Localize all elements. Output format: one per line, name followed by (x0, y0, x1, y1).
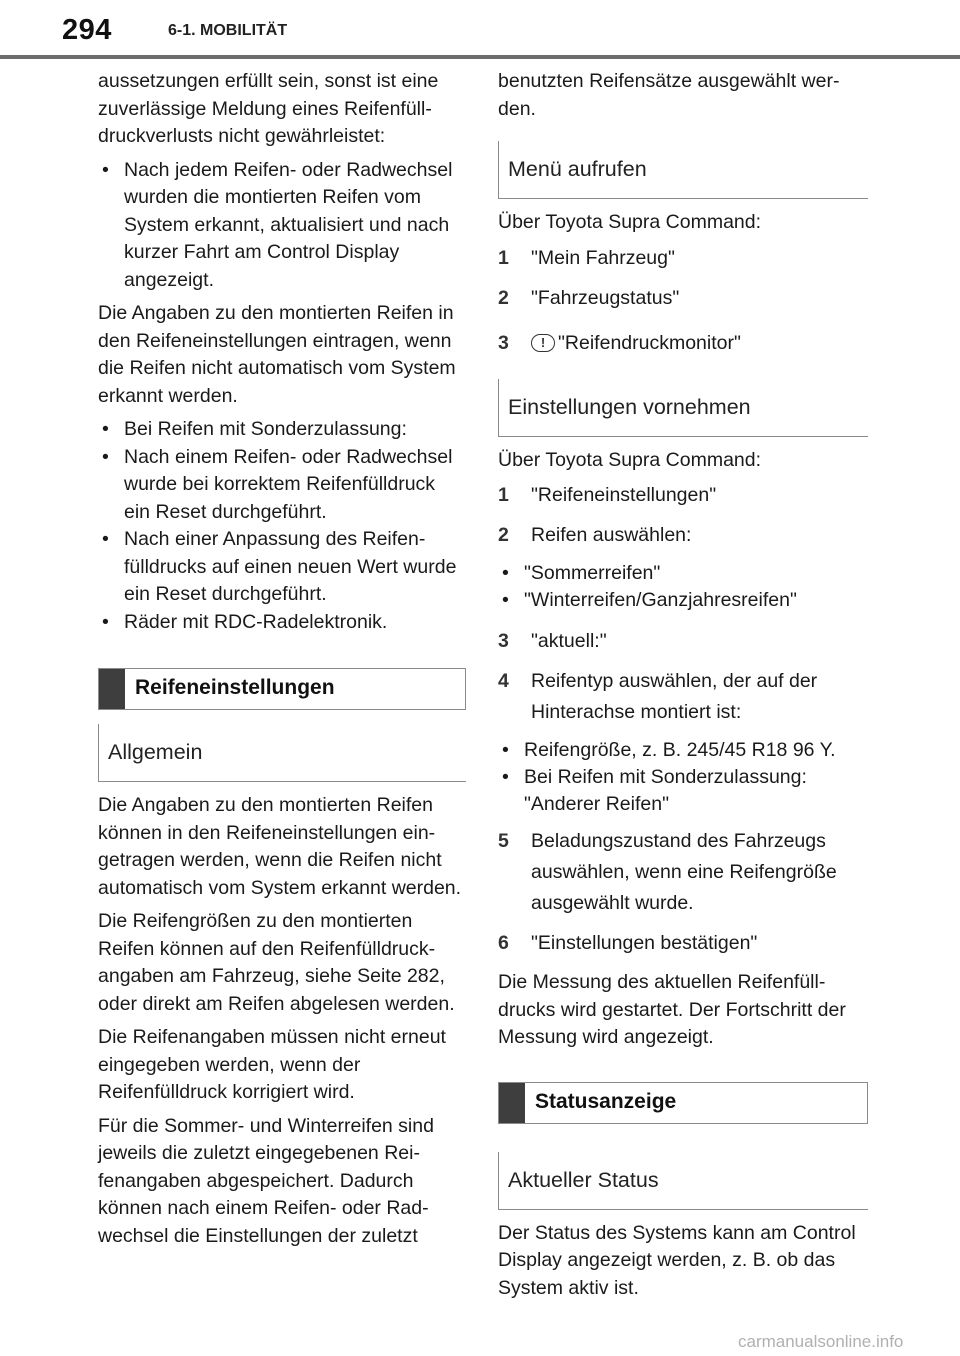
step-item (498, 826, 868, 919)
step-text: "Fahrzeugstatus" (531, 286, 680, 309)
list-item: • Räder mit RDC-Radelektronik. (98, 609, 466, 637)
subheading-menue-aufrufen (498, 141, 868, 199)
list-item: • Bei Reifen mit Sonderzulassung: "Anderer Reifen" (498, 764, 868, 818)
header-rule (0, 55, 960, 59)
right-column (498, 68, 868, 1308)
step-text: "Reifendruckmonitor" (558, 331, 741, 354)
step-number: 5 (498, 830, 509, 852)
watermark-text: carmanualsonline.info (738, 1332, 904, 1351)
subheading-einstellungen-vornehmen (498, 379, 868, 437)
heading-bar (499, 1083, 525, 1123)
left-bullets-2 (98, 416, 466, 636)
left-column (98, 68, 466, 1256)
step-text: Beladungszustand des Fahrzeugs auswählen, wenn eine Reifengröße ausgewählt wurde. (531, 830, 837, 914)
step-text: "Einstellungen bestätigen" (531, 932, 758, 954)
step-item (498, 283, 868, 314)
list-item: • "Sommerreifen" (498, 560, 868, 587)
step-number: 3 (498, 630, 509, 652)
subheading-text: Aktueller Status (508, 1167, 659, 1192)
heading-reifeneinstellungen (98, 668, 466, 710)
subheading-text: Einstellungen vornehmen (508, 394, 751, 419)
subheading-text: Menü aufrufen (508, 157, 647, 181)
step-item (498, 480, 868, 511)
tire-pressure-warning-icon: ! (531, 334, 555, 352)
page-number: 294 (62, 14, 112, 46)
heading-bar (99, 669, 125, 709)
subheading-allgemein (98, 724, 466, 782)
left-para: Die Angaben zu den montierten Reifen können in den Reifeneinstellungen eingetragen werden, wenn die Reifen nicht automatisch vom System erkannt werden. (98, 794, 462, 899)
step-number: 2 (498, 286, 509, 309)
list-item: • Nach jedem Reifen- oder Radwechsel wurden die montierten Reifen vom System erkannt, aktualisiert und nach kurzer Fahrt am Control Display angezeigt. (98, 157, 466, 295)
list-item: • Nach einem Reifen- oder Radwechsel wurde bei korrektem Reifenfülldruck ein Reset durchgeführt. (98, 444, 466, 527)
step-item (498, 243, 868, 274)
subheading-text: Allgemein (108, 740, 203, 764)
step-text: Reifentyp auswählen, der auf der Hinterachse montiert ist: (531, 670, 818, 723)
step-item (498, 328, 868, 359)
list-item: • Nach einer Anpassung des Reifenfülldrucks auf einen neuen Wert wurde ein Reset durchgeführt. (98, 526, 466, 609)
left-para: Die Reifenangaben müssen nicht erneut eingegeben werden, wenn der Reifenfülldruck korrigiert wird. (98, 1026, 446, 1103)
list-item: • Reifengröße, z. B. 245/45 R18 96 Y. (498, 737, 868, 764)
step-text: "Mein Fahrzeug" (531, 246, 675, 269)
list-item: • Bei Reifen mit Sonderzulassung: (98, 416, 466, 444)
step-number: 6 (498, 932, 509, 954)
step-text: Reifen auswählen: (531, 524, 692, 546)
page-header (0, 0, 960, 58)
step-item (498, 626, 868, 657)
heading-statusanzeige (498, 1082, 868, 1124)
command-line: Über Toyota Supra Command: (498, 211, 762, 233)
left-bullets-1 (98, 157, 466, 295)
tire-type-bullets (498, 560, 868, 614)
list-item: • "Winterreifen/Ganzjahresreifen" (498, 587, 868, 614)
step-text: "Reifeneinstellungen" (531, 484, 717, 506)
step-item (498, 666, 868, 728)
step-item (498, 520, 868, 551)
command-line: Über Toyota Supra Command: (498, 448, 762, 471)
step-text: "aktuell:" (531, 630, 607, 652)
left-para: Die Reifengrößen zu den montierten Reifen können auf den Reifenfülldruckangaben am Fahrzeug, siehe Seite 282, oder direkt am Reifen abgelesen werden. (98, 910, 455, 1015)
step-number: 3 (498, 331, 509, 354)
tire-size-bullets (498, 737, 868, 818)
left-para-2: Die Angaben zu den montierten Reifen in den Reifeneinstellungen eintragen, wenn die Reifen nicht automatisch vom System erkannt werden. (98, 302, 456, 407)
right-intro: benutzten Reifensätze ausgewählt werden. (498, 70, 840, 120)
left-intro: aussetzungen erfüllt sein, sonst ist eine zuverlässige Meldung eines Reifenfülldruckverlusts nicht gewährleistet: (98, 70, 439, 147)
section-label: 6-1. MOBILITÄT (168, 22, 288, 39)
step-number: 4 (498, 670, 509, 692)
measurement-para: Die Messung des aktuellen Reifenfülldrucks wird gestartet. Der Fortschritt der Messung wird angezeigt. (498, 971, 846, 1048)
step-number: 1 (498, 246, 509, 269)
step-number: 1 (498, 484, 509, 506)
subheading-aktueller-status (498, 1152, 868, 1210)
heading-text: Statusanzeige (535, 1089, 677, 1113)
left-para: Für die Sommer- und Winterreifen sind jeweils die zuletzt eingegebenen Reifenangaben abgespeichert. Dadurch können nach einem Reifen- oder Radwechsel die Einstellungen der zuletzt (98, 1114, 434, 1247)
status-para: Der Status des Systems kann am Control Display angezeigt werden, z. B. ob das System aktiv ist. (498, 1221, 856, 1299)
step-number: 2 (498, 524, 509, 546)
step-item (498, 928, 868, 959)
heading-text: Reifeneinstellungen (135, 676, 335, 699)
